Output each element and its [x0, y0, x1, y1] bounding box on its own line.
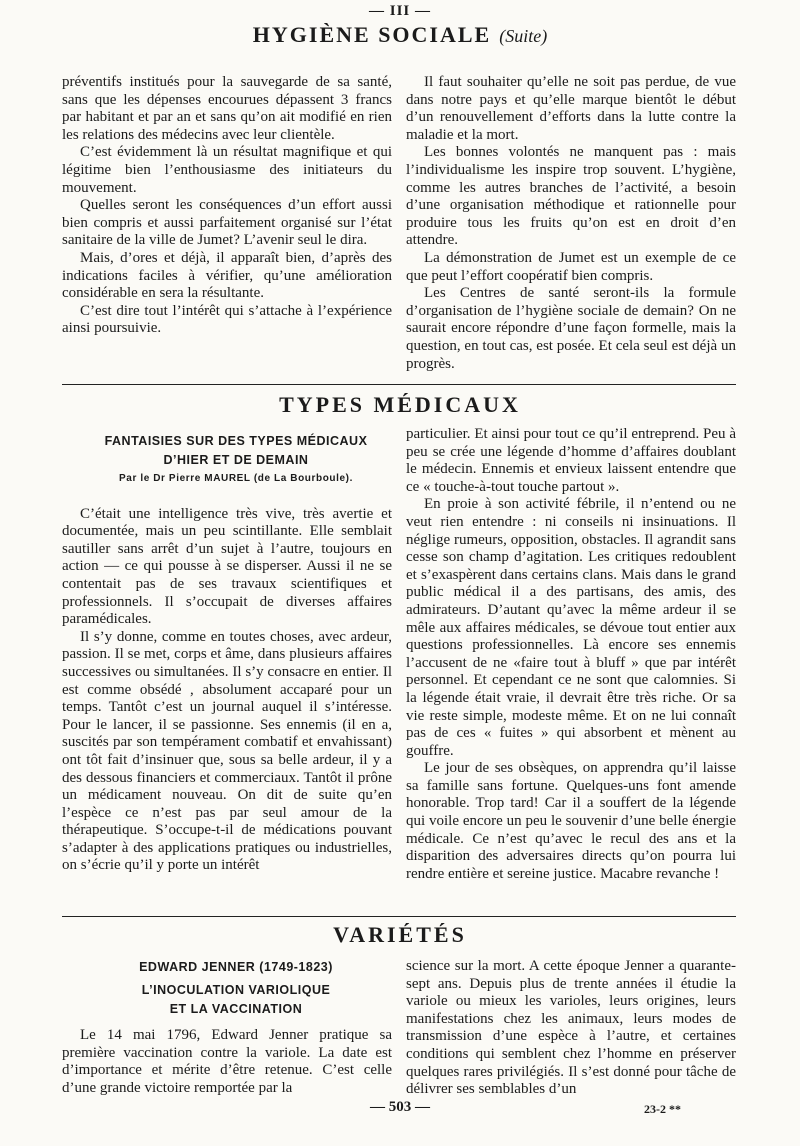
paragraph: Mais, d’ores et déjà, il apparaît bien, d’après des indications faciles à vérifier, qu’une amélioration considérable en sera la résultante.	[62, 249, 392, 302]
article-title: D’HIER ET DE DEMAIN	[163, 453, 309, 467]
bottom-page-number: — 503 —	[370, 1099, 430, 1115]
article-byline: Par le Dr Pierre MAUREL (de La Bourboule).	[119, 473, 353, 484]
paragraph: Le 14 mai 1796, Edward Jenner pratique sa première vaccination contre la variole. La date est d’importance et mérite d’être retenue. C’est celle d’une grande victoire remportée par la	[62, 1027, 392, 1096]
paragraph: Le jour de ses obsèques, on apprendra qu’il laisse sa famille sans fortune. Quelques-uns font amende honorable. Trop tard! Car il a souffert de la légende qui voile encore un peu le souvenir d’une belle énergie médicale. Ce n’est qu’avec le recul des ans et la disparition des adversaires directs qu’on pourra lui rendre entière et sereine justice. Macabre revanche !	[406, 760, 736, 882]
paragraph: C’était une intelligence très vive, très avertie et documentée, mais un peu scintillante. Elle semblait sautiller sans arrêt d’un sujet à l’autre, toujours en action — ce qui pousse à se disperser. Aussi il ne se contentait pas de ses travaux scientifiques et professionnels. Il s’occupait de diverses affaires paramédicales.	[62, 505, 392, 628]
section-heading-varietes: VARIÉTÉS	[333, 922, 467, 947]
section-suite: (Suite)	[499, 26, 548, 46]
types-right-column	[406, 426, 736, 883]
section-title: HYGIÈNE SOCIALE	[252, 22, 492, 47]
hygiene-right-column	[406, 74, 736, 373]
article-title: L’INOCULATION VARIOLIQUE	[141, 983, 331, 997]
paragraph: En proie à son activité fébrile, il n’entend ou ne veut rien entendre : ni conseils ni insinuations. Il néglige rumeurs, opposition, obstacles. Il agrandit sans cesse son champ d’agitation. Les critiques redoublent et s’exaspèrent dans certains clans. Mais dans le grand public médical il a des partisans, des amis, des admirateurs. D’autant qu’avec la même ardeur il se mêle aux affaires médicales, se dévoue tout entier aux questions professionnelles. Là encore ses ennemis l’accusent de ne «faire tout à bluff » que par intérêt personnel. Et cependant ce ne sont que calomnies. Si la légende était vraie, il devrait être très riche. Or sa vie reste simple, modeste même. Et on ne lui connaît pas de ces « fuites » qui absorbent et mènent au gouffre.	[406, 496, 736, 759]
paragraph: C’est dire tout l’intérêt qui s’attache à l’expérience ainsi poursuivie.	[62, 302, 392, 337]
paragraph: La démonstration de Jumet est un exemple de ce que peut l’effort coopératif bien compris.	[406, 249, 736, 284]
paragraph: Quelles seront les conséquences d’un effort aussi bien compris et aussi parfaitement organisé sur l’état sanitaire de la ville de Jumet? L’avenir seul le dira.	[62, 197, 392, 249]
section-divider	[62, 916, 736, 917]
types-left-column	[62, 432, 392, 875]
article-title: ET LA VACCINATION	[169, 1002, 303, 1016]
paragraph: science sur la mort. A cette époque Jenner a quarante-sept ans. Depuis plus de trente années il étudie la variole ou mieux les varioles, leurs origines, leurs manifestations chez les animaux, leurs modes de transmission d’une espèce à l’autre, et certaines conditions qui semblent chez l’homme en préserver quelques rares privilégiés. Il s’est donné pour tâche de délivrer ses semblables d’un	[406, 958, 736, 1098]
varietes-right-column	[406, 958, 736, 1099]
section-divider	[62, 384, 736, 385]
article-title: EDWARD JENNER (1749-1823)	[139, 960, 333, 974]
paragraph: Les Centres de santé seront-ils la formule d’organisation de l’hygiène sociale de demain? On ne saurait encore répondre d’une façon formelle, mais la question, en tout cas, est posée. Et cela seul est déjà un progrès.	[406, 285, 736, 372]
section-heading-hygiene	[0, 22, 800, 48]
paragraph: Il faut souhaiter qu’elle ne soit pas perdue, de vue dans notre pays et qu’elle marque bientôt le début d’un renouvellement d’efforts dans la lutte contre la maladie et la mort.	[406, 74, 736, 143]
paragraph: C’est évidemment là un résultat magnifique et qui légitime bien l’enthousiasme des initiateurs du mouvement.	[62, 144, 392, 196]
hygiene-left-column	[62, 74, 392, 338]
paragraph: particulier. Et ainsi pour tout ce qu’il entreprend. Peu à peu se crée une légende d’homme d’affaires doublant le médecin. Ennemis et envieux laissent entendre que ce « touche-à-tout touche partout ».	[406, 426, 736, 495]
printer-sheet-mark: 23-2 **	[644, 1102, 681, 1116]
article-title: FANTAISIES SUR DES TYPES MÉDICAUX	[104, 434, 368, 448]
top-page-number: — III —	[368, 3, 431, 19]
section-heading-types: TYPES MÉDICAUX	[279, 392, 521, 417]
paragraph: préventifs institués pour la sauvegarde de sa santé, sans que les dépenses encourues dépassent 3 francs par habitant et par an et sans qu’on ait modifié en rien les relations des médecins avec leur clientèle.	[62, 74, 392, 143]
varietes-left-column	[62, 958, 392, 1097]
paragraph: Les bonnes volontés ne manquent pas : mais l’individualisme les inspire trop souvent. L’hygiène, comme les autres branches de l’activité, a besoin d’une organisation méthodique et rationnelle pour produire tous les fruits qu’on est en droit d’en attendre.	[406, 144, 736, 249]
paragraph: Il s’y donne, comme en toutes choses, avec ardeur, passion. Il se met, corps et âme, dans plusieurs affaires successives ou simultanées. Il s’y consacre en entier. Il est comme obsédé , absolument accaparé pour un temps. Tantôt c’est un journal auquel il s’intéresse. Pour le lancer, il se passionne. Ses ennemis (il en a, suscités par son tempérament combatif et envahissant) ont tôt fait d’insinuer que, sous sa belle ardeur, il y a des dessous financiers et commerciaux. Tantôt il prône un médicament nouveau. On dit de suite qu’en l’espèce ce n’est pas par seul amour de la thérapeutique. S’occupe-t-il de médications pouvant s’adapter à des applications pratiques ou industrielles, on s’écrie qu’il y porte un intérêt	[62, 628, 392, 874]
